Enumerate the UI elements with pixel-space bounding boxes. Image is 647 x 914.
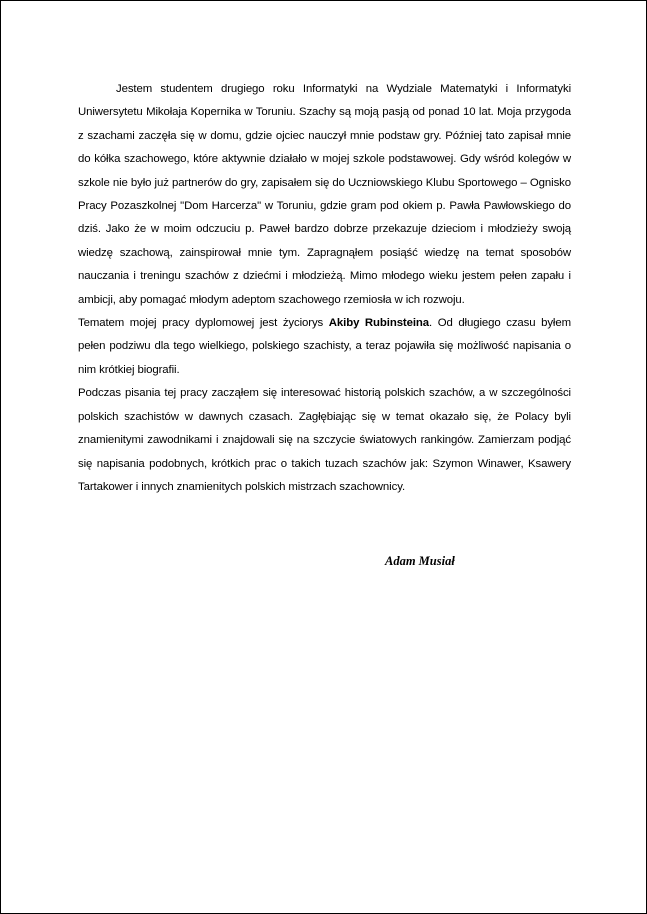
- paragraph-thesis-text-end: . Od długiego czasu byłem pełen podziwu dla tego wielkiego, polskiego szachisty, a teraz pojawiła się możliwość napisania o nim krótkiej biografii.: [78, 317, 571, 376]
- thesis-subject-name: Akiby Rubinsteina: [328, 317, 430, 330]
- paragraph-intro: Jestem studentem drugiego roku Informatyki na Wydziale Matematyki i Informatyki Uniwersytetu Mikołaja Kopernika w Toruniu. Szachy są moją pasją od ponad 10 lat. Moja przygoda z szachami zaczęła się w domu, gdzie ojciec nauczył mnie podstaw gry. Później tato zapisał mnie do kółka szachowego, które aktywnie działało w mojej szkole podstawowej. Gdy wśród kolegów w szkole nie było już partnerów do gry, zapisałem się do Uczniowskiego Klubu Sportowego – Ognisko Pracy Pozaszkolnej "Dom Harcerza" w Toruniu, gdzie gram pod okiem p. Pawła Pawłowskiego do dziś. Jako że w moim odczuciu p. Paweł bardzo dobrze przekazuje dzieciom i młodzieży swoją wiedzę szachową, zainspirował mnie tym. Zapragnąłem posiąść wiedzę na temat sposobów nauczania i treningu szachów z dziećmi i młodzieżą. Mimo młodego wieku jestem pełen zapału i ambicji, aby pomagać młodym adeptom szachowego rzemiosła w ich rozwoju.: [78, 83, 571, 306]
- document-body: [78, 78, 571, 499]
- paragraph-thesis-topic: [78, 312, 571, 382]
- paragraph-plans: Podczas pisania tej pracy zacząłem się interesować historią polskich szachów, a w szczególności polskich szachistów w dawnych czasach. Zagłębiając się w temat okazało się, że Polacy byli znamienitymi zawodnikami i znajdowali się na szczycie światowych rankingów. Zamierzam podjąć się napisania podobnych, krótkich prac o takich tuzach szachów jak: Szymon Winawer, Ksawery Tartakower i innych znamienitych polskich mistrzach szachownicy.: [78, 387, 571, 493]
- paragraph-thesis-text-start: Tematem mojej pracy dyplomowej jest życiorys: [78, 317, 329, 330]
- author-signature: Adam Musiał: [385, 554, 455, 568]
